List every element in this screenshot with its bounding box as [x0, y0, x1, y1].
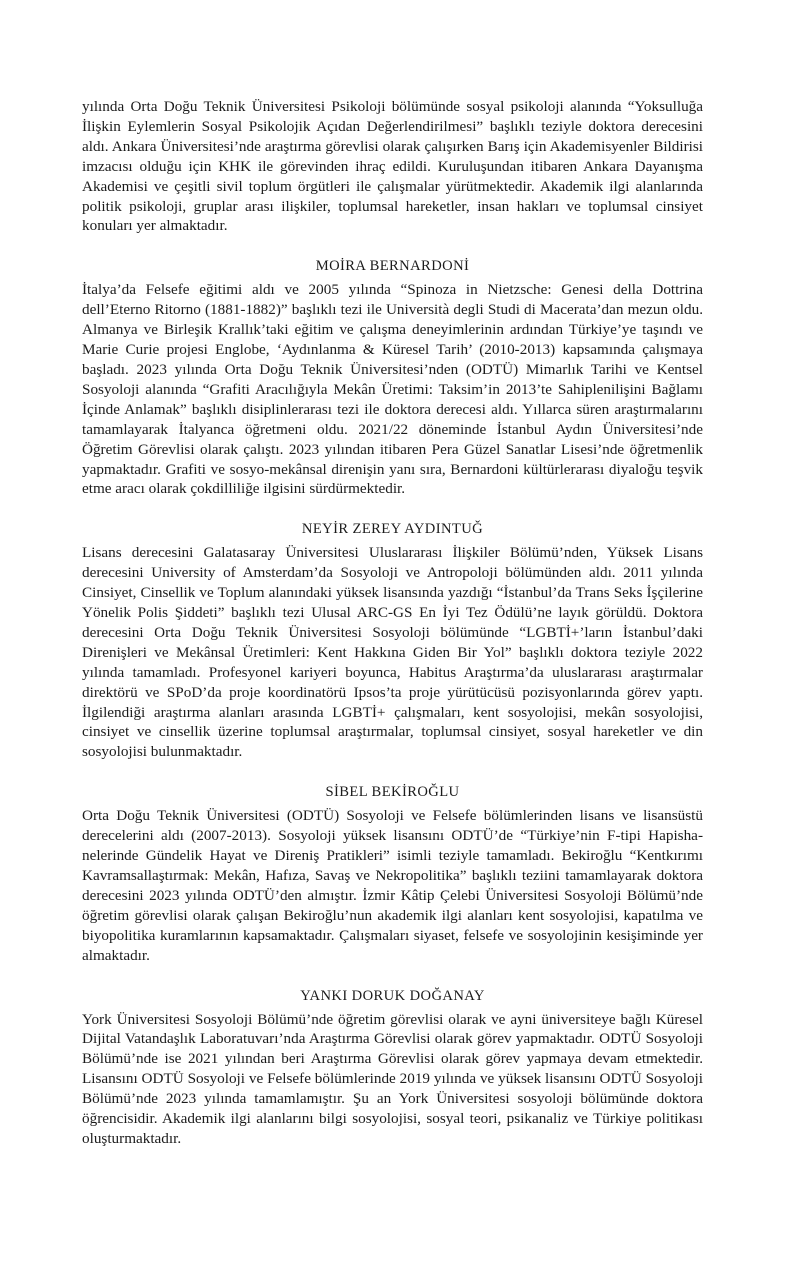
bio-paragraph: York Üniversitesi Sosyoloji Bölümü’nde öğretim görevlisi olarak ve ayni üniversiteye bağlı Küresel Dijital Vatandaşlık Laboratuvarı’nda Araştırma Görevlisi olarak görev yapmaktadır. ODTÜ Sosyoloji Bölümü’nde ise 2021 yılından beri Araştırma Görevlisi olarak görev yapmaya devam etmektedir. Lisansını ODTÜ Sosyoloji ve Felsefe bölümlerinde 2019 yılında ve yüksek lisansını ODTÜ Sosyoloji Bölümü’nde 2023 yılında tamamlamıştır. Şu an York Üniversitesi sosyoloji bölümünde doktora öğrencisidir. Akademik ilgi alanlarını bilgi sosyolojisi, sosyal teori, psikanaliz ve Türkiye politikası oluşturmaktadır.: [82, 1010, 703, 1147]
bio-section-bernardoni: [82, 256, 703, 499]
bio-paragraph: Orta Doğu Teknik Üniversitesi (ODTÜ) Sosyoloji ve Felsefe bölümlerinden lisans ve lisansüstü derecelerini aldı (2007-2013). Sosyoloji yüksek lisansını ODTÜ’de “Türkiye’nin F-tipi Hapishanelerinde Gündelik Hayat ve Direniş Pratikleri” isimli teziyle tamamladı. Bekiroğlu “Kentkırımı Kavramsallaştırmak: Mekân, Hafıza, Savaş ve Nekropolitika” başlıklı teziini tamamlayarak doktora derecesini 2023 yılında ODTÜ’den almıştır. İzmir Kâtip Çelebi Üniversitesi Sosyoloji Bölümü’nde öğretim görevlisi olarak çalışan Bekiroğlu’nun akademik ilgi alanları kent sosyolojisi, kapatılma ve biyopolitika kuramlarının kapsamaktadır. Çalışmaları siyaset, felsefe ve sosyolojinin kesişiminde yer almaktadır.: [82, 807, 703, 964]
bio-name-heading: MOİRA BERNARDONİ: [315, 258, 470, 275]
bio-section-doganay: [82, 986, 703, 1149]
bio-name-heading: YANKI DORUK DOĞANAY: [300, 987, 485, 1004]
bio-paragraph: Lisans derecesini Galatasaray Üniversitesi Uluslararası İlişkiler Bölümü’nden, Yüksek Lisans derecesini University of Amsterdam’da Sosyoloji ve Antropoloji bölümünden aldı. 2011 yılında Cinsiyet, Cinsellik ve Toplum alanındaki yüksek lisansında yazdığı “İstanbul’da Trans Seks İşçilerine Yönelik Polis Şiddeti” başlıklı tezi Ulusal ARC-GS En İyi Tez Ödülü’ne layık görüldü. Doktora derecesini Orta Doğu Teknik Üniversitesi Sosyoloji bölümünde “LGBTİ+’ların İstanbul’daki Direnişleri ve Mekânsal Üretimleri: Kent Hakkına Giden Bir Yol” başlıklı doktora teziyle 2022 yılında tamamladı. Profesyonel kariyeri boyunca, Habitus Araştırma’da uluslararası araştırmalar direktörü ve SPoD’da proje koordinatörü Ipsos’ta proje yürütücüsü pozisyonlarında görev yaptı. İlgilendiği araştırma alanları arasında LGBTİ+ çalışmaları, kent sosyolojisi, mekân sosyolojisi, cinsiyet ve cinsellik üzerine toplumsal araştırmalar, toplumsal cinsiyet, sosyal hareketler ve din sosyolojisi bulunmaktadır.: [82, 544, 703, 761]
bio-name-heading: SİBEL BEKİROĞLU: [325, 784, 460, 801]
intro-paragraph: yılında Orta Doğu Teknik Üniversitesi Psikoloji bölümünde sosyal psikoloji alanında “Yoksulluğa İlişkin Eylemlerin Sosyal Psikolojik Açıdan Değerlendirilmesi” başlıklı teziyle doktora derecesini aldı. Ankara Üniversitesi’nde araştırma görevlisi olarak çalışırken Barış için Akademisyenler Bildirisi imzacısı olduğu için KHK ile görevinden ihraç edildi. Kuruluşundan itibaren Ankara Dayanışma Akademisi ve çeşitli sivil toplum örgütleri ile çalışmalar yürütmektedir. Akademik ilgi alanlarında politik psikoloji, gruplar arası ilişkiler, toplumsal hareketler, insan hakları ve toplumsal cinsiyet konuları yer almaktadır.: [82, 98, 703, 235]
bio-section-bekiroglu: [82, 782, 703, 965]
bio-name-heading: NEYİR ZEREY AYDINTUĞ: [301, 521, 484, 538]
bio-section-aydintug: [82, 519, 703, 762]
bio-paragraph: İtalya’da Felsefe eğitimi aldı ve 2005 yılında “Spinoza in Nietzsche: Genesi della Dottrina dell’Eterno Ritorno (1881-1882)” başlıklı tezi ile Università degli Studi di Macerata’dan mezun oldu. Almanya ve Birleşik Krallık’taki eğitim ve çalışma deneyimlerinin ardından Türkiye’ye taşındı ve Marie Curie projesi Englobe, ‘Aydınlanma & Küresel Tarih’ (2010-2013) kapsamında çalışmaya başladı. 2023 yılında Orta Doğu Teknik Üniversitesi’nden (ODTÜ) Mimarlık Tarihi ve Kentsel Sosyoloji alanında “Grafiti Aracılığıyla Mekân Üretimi: Taksim’in 2013’te Sahiplenilişini Bağlamı İçinde Anlamak” başlıklı disiplinlerarası tezi ile doktora derecesi aldı. Yıllarca süren araştırmalarını tamamlayarak İtalyanca öğretmeni oldu. 2021/22 döneminde İstanbul Aydın Üniversitesi’nde Öğretim Görevlisi olarak çalıştı. 2023 yılından itibaren Pera Güzel Sanatlar Lisesi’nde öğretmenlik yapmaktadır. Grafiti ve sosyo-mekânsal direnişin yanı sıra, Bernardoni kültürlerarası diyaloğu teşvik etme aracı olarak çokdilliliğe ilgisini sürdürmektedir.: [82, 281, 703, 498]
